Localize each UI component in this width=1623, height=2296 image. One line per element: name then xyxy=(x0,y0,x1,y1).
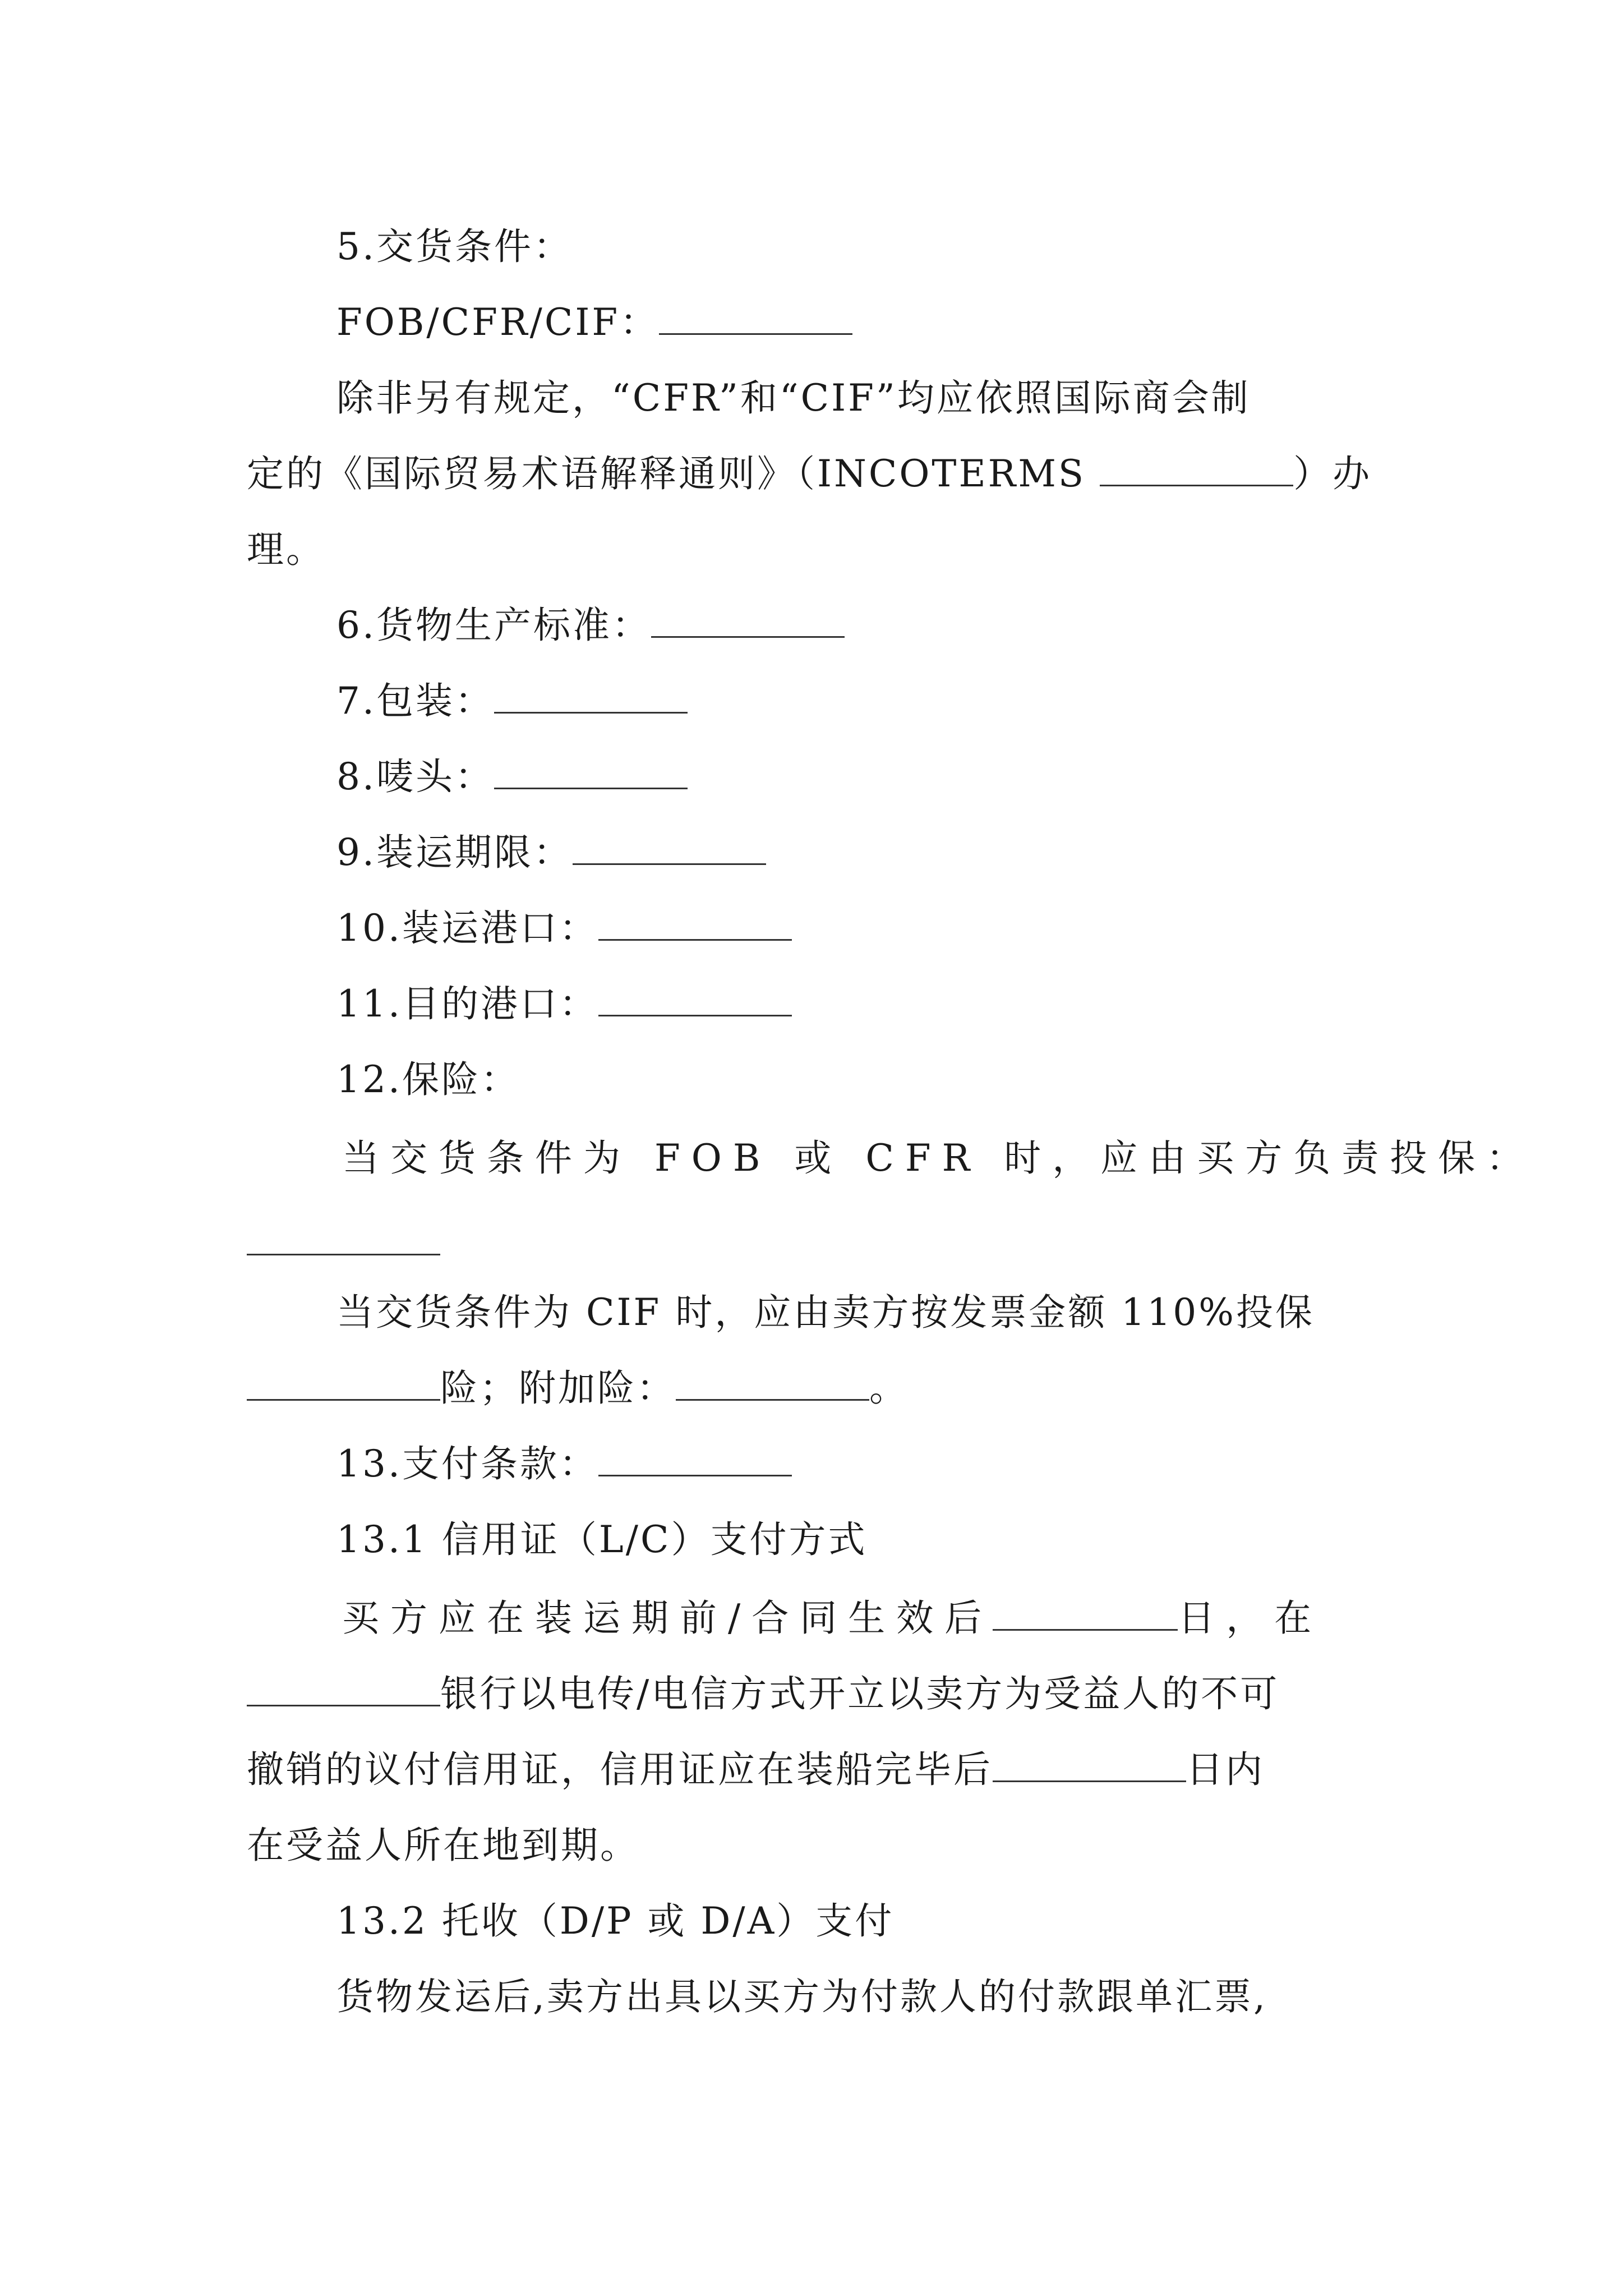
text: 银行以电传/电信方式开立以卖方为受益人的不可 xyxy=(440,1672,1280,1715)
paragraph-line xyxy=(0,370,1623,426)
blank-field[interactable] xyxy=(494,678,688,714)
clause-13-2-heading xyxy=(0,1893,1623,1949)
lc-paragraph-line xyxy=(0,1818,1623,1874)
clause-11-line xyxy=(0,976,1623,1032)
collection-paragraph-line xyxy=(0,1969,1623,2025)
text: 货物发运后,卖方出具以买方为付款人的付款跟单汇票, xyxy=(336,1975,1267,2018)
text: 险；附加险： xyxy=(440,1366,676,1410)
blank-field[interactable] xyxy=(247,1365,440,1401)
text: 日，在 xyxy=(1178,1596,1323,1640)
lc-paragraph-line xyxy=(0,1742,1623,1798)
blank-field[interactable] xyxy=(993,1595,1178,1631)
text: 除非另有规定，“CFR”和“CIF”均应依照国际商会制 xyxy=(336,376,1251,420)
insurance-cif-line-2 xyxy=(0,1360,1623,1416)
clause-9-line xyxy=(0,825,1623,881)
paragraph-line xyxy=(0,522,1623,578)
text: 当交货条件为 CIF 时，应由卖方按发票金额 110%投保 xyxy=(336,1291,1315,1334)
text: ）办 xyxy=(1293,452,1372,495)
text: 。 xyxy=(869,1366,909,1410)
lc-paragraph-line xyxy=(0,1666,1623,1722)
blank-field[interactable] xyxy=(659,300,852,335)
text: 9.装运期限： xyxy=(336,831,573,874)
clause-12-heading xyxy=(0,1052,1623,1108)
text: 13.支付条款： xyxy=(336,1442,598,1485)
insurance-cif-line xyxy=(0,1285,1623,1341)
text: FOB/CFR/CIF： xyxy=(336,301,660,344)
text: 定的《国际贸易术语解释通则》（INCOTERMS xyxy=(247,452,1100,495)
text: 6.货物生产标准： xyxy=(336,604,651,647)
text: 5.交货条件： xyxy=(336,225,573,268)
blank-field[interactable] xyxy=(247,1671,440,1706)
text: 当交货条件为 FOB 或 CFR 时，应由买方负责投保： xyxy=(342,1137,1535,1180)
text: 撤销的议付信用证，信用证应在装船完毕后 xyxy=(247,1748,993,1791)
clause-6-line xyxy=(0,597,1623,654)
blank-field[interactable] xyxy=(598,905,792,941)
clause-8-line xyxy=(0,749,1623,805)
blank-field[interactable] xyxy=(247,1254,440,1255)
blank-field[interactable] xyxy=(573,830,766,865)
blank-field[interactable] xyxy=(676,1365,869,1401)
blank-field[interactable] xyxy=(993,1747,1186,1782)
clause-7-line xyxy=(0,673,1623,729)
text: 在受益人所在地到期。 xyxy=(247,1824,639,1867)
text: 买方应在装运期前/合同生效后 xyxy=(342,1596,993,1640)
clause-13-line xyxy=(0,1436,1623,1492)
clause-13-1-heading xyxy=(0,1512,1623,1568)
clause-5-heading xyxy=(0,219,1623,275)
blank-field[interactable] xyxy=(1100,451,1293,486)
lc-paragraph-line xyxy=(0,1590,1623,1646)
text: 8.唛头： xyxy=(336,755,494,798)
text: 理。 xyxy=(247,528,325,571)
text: 11.目的港口： xyxy=(336,982,598,1025)
blank-field[interactable] xyxy=(598,1441,792,1476)
text: 13.2 托收（D/P 或 D/A）支付 xyxy=(336,1899,895,1943)
clause-10-line xyxy=(0,900,1623,956)
blank-field[interactable] xyxy=(598,981,792,1016)
text: 10.装运港口： xyxy=(336,907,598,950)
text: 日内 xyxy=(1186,1748,1265,1791)
text: 12.保险： xyxy=(336,1058,520,1101)
blank-field[interactable] xyxy=(651,602,845,638)
insurance-fob-line xyxy=(0,1130,1623,1186)
blank-field[interactable] xyxy=(494,754,688,789)
paragraph-line xyxy=(0,446,1623,502)
text: 13.1 信用证（L/C）支付方式 xyxy=(336,1518,868,1561)
delivery-terms-line xyxy=(0,295,1623,351)
text: 7.包装： xyxy=(336,679,494,723)
